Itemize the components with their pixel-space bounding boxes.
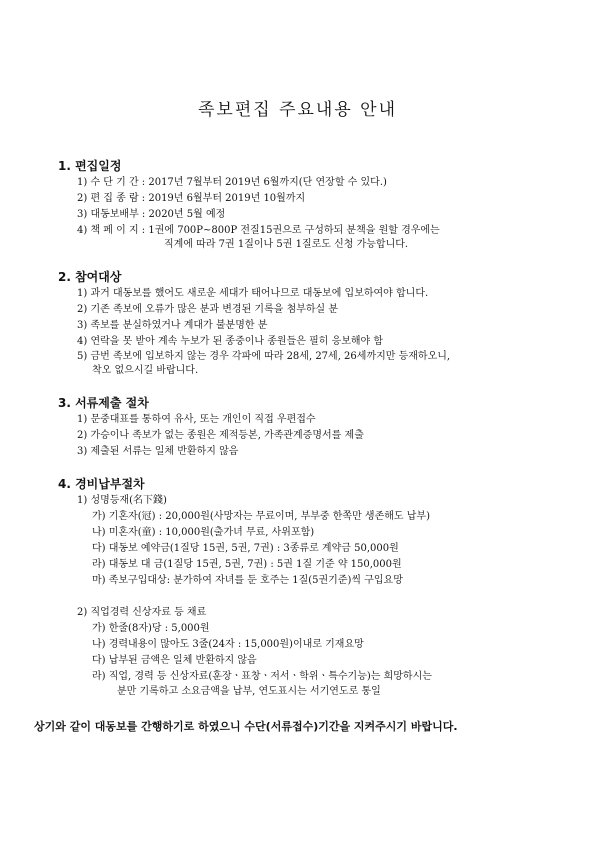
participant-line: 1) 과거 대동보를 했어도 새로운 세대가 태어나므로 대동보에 입보하여야 합니다. [77, 288, 429, 299]
schedule-line: 3) 대동보배부 : 2020년 5월 예정 [77, 209, 226, 220]
payment-subline: 다) 납부된 금액은 일체 반환하지 않음 [92, 655, 257, 666]
closing-notice: 상기와 같이 대동보를 간행하기로 하였으니 수단(서류접수)기간을 지켜주시기 바랍니다. [34, 720, 458, 733]
payment-subline: 다) 대동보 예약금(1질당 15권, 5권, 7권) : 3종류로 계약금 50,000원 [92, 543, 399, 554]
participant-line: 4) 연락을 못 받아 계속 누보가 된 종중이나 종원들은 필히 응보해야 함 [77, 336, 384, 347]
schedule-line-continued: 직계에 따라 7권 1질이나 5권 1질로도 신청 가능합니다. [164, 239, 409, 250]
section-heading-schedule: 1. 편집일정 [58, 159, 122, 173]
payment-subline-continued: 분만 기록하고 소요금액을 납부, 연도표시는 서기연도로 통일 [117, 686, 381, 697]
participant-line: 2) 기존 족보에 오류가 많은 분과 변경된 기록을 첨부하실 분 [77, 304, 339, 315]
payment-line: 1) 성명등재(名下錢) [77, 495, 167, 506]
payment-subline: 라) 직업, 경력 등 신상자료(훈장ㆍ표창ㆍ저서ㆍ학위ㆍ특수기능)는 희망하시는 [92, 671, 432, 682]
payment-subline: 나) 미혼자(童) : 10,000원(출가녀 무료, 사위포함) [92, 527, 315, 538]
payment-subline: 가) 기혼자(冠) : 20,000원(사망자는 무료이며, 부부중 한쪽만 생존해도 납부) [92, 511, 430, 522]
schedule-line: 4) 책 페 이 지 : 1권에 700P~800P 전질15권으로 구성하되 분책을 원할 경우에는 [77, 225, 440, 236]
submission-line: 2) 가승이나 족보가 없는 종원은 제적등본, 가족관계증명서를 제출 [77, 430, 364, 441]
payment-subline: 마) 족보구입대상: 분가하여 자녀를 둔 호주는 1질(5권기준)씩 구입요망 [92, 575, 403, 586]
submission-line: 1) 문중대표를 통하여 유사, 또는 개인이 직접 우편접수 [77, 414, 316, 425]
payment-subline: 라) 대동보 대 금(1질당 15권, 5권, 7권) : 5권 1질 기준 약 150,000원 [92, 559, 402, 570]
section-heading-payment: 4. 경비납부절차 [58, 477, 145, 491]
payment-subline: 나) 경력내용이 많아도 3줄(24자 : 15,000원)이내로 기재요망 [92, 639, 364, 650]
section-heading-submission: 3. 서류제출 절차 [58, 396, 149, 410]
section-heading-participants: 2. 참여대상 [58, 270, 122, 284]
participant-line-continued: 착오 없으시길 바랍니다. [92, 365, 199, 376]
submission-line: 3) 제출된 서류는 일체 반환하지 않음 [77, 446, 239, 457]
participant-line: 5) 금번 족보에 입보하지 않는 경우 각파에 따라 28세, 27세, 26세까지만 등재하오니, [77, 351, 451, 362]
schedule-line: 1) 수 단 기 간 : 2017년 7월부터 2019년 6월까지(단 연장할 수 있다.) [77, 177, 387, 188]
schedule-line: 2) 편 집 종 람 : 2019년 6월부터 2019년 10월까지 [77, 193, 306, 204]
payment-subline: 가) 한줄(8자)당 : 5,000원 [92, 623, 210, 634]
participant-line: 3) 족보를 분실하였거나 계대가 불분명한 분 [77, 320, 268, 331]
document-title: 족보편집 주요내용 안내 [197, 100, 398, 120]
payment-line: 2) 직업경력 신상자료 등 채료 [77, 607, 207, 618]
